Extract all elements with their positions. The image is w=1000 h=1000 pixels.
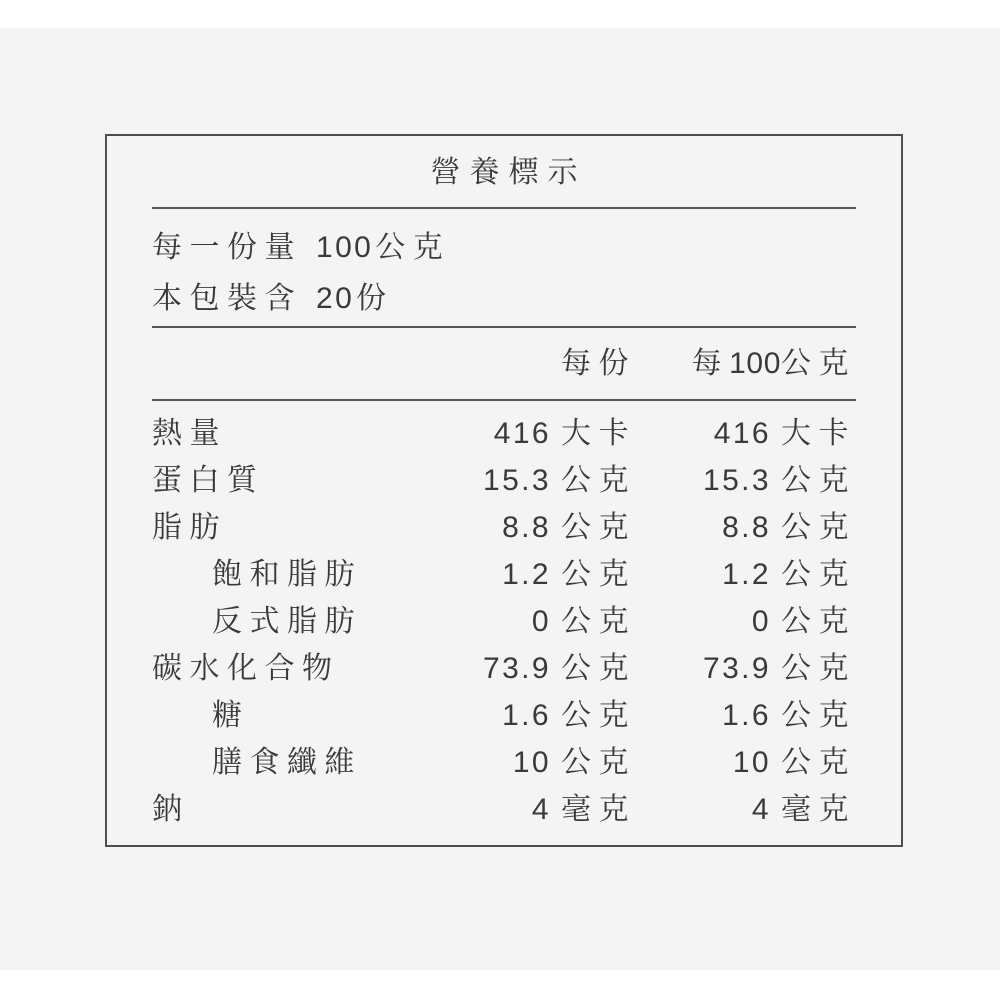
- per-serving-value: [436, 645, 636, 692]
- value-number: 15.3: [483, 464, 551, 497]
- per-100g-value: [636, 551, 856, 598]
- per-serving-value: [436, 504, 636, 551]
- value-number: 1.2: [722, 558, 771, 591]
- nutrient-name: 糖: [212, 699, 250, 732]
- value-unit: 大卡: [781, 417, 856, 450]
- nutrition-label-box: [105, 134, 903, 847]
- servings-per-package-label: 本包裝含: [152, 282, 302, 315]
- row-sugar: [152, 692, 856, 739]
- servings-per-package-amount: 20: [316, 282, 355, 315]
- value-unit: 公克: [781, 464, 856, 497]
- value-number: 1.6: [502, 699, 551, 732]
- nutrient-name: 脂肪: [152, 511, 227, 544]
- per-100g-value: [636, 645, 856, 692]
- per-serving-value: [436, 598, 636, 645]
- divider-top: [152, 207, 856, 209]
- column-header-row: [152, 341, 856, 387]
- divider-header: [152, 399, 856, 401]
- per-100g-value: [636, 410, 856, 457]
- column-header-spacer: [152, 341, 436, 387]
- row-sodium: [152, 786, 856, 833]
- value-unit: 毫克: [561, 793, 636, 826]
- value-unit: 公克: [561, 699, 636, 732]
- value-unit: 公克: [561, 746, 636, 779]
- serving-size-label: 每一份量: [152, 231, 302, 264]
- value-unit: 公克: [561, 605, 636, 638]
- servings-per-package-unit: 份: [356, 282, 394, 315]
- nutrient-name: 飽和脂肪: [212, 558, 362, 591]
- value-number: 10: [732, 746, 771, 779]
- divider-middle: [152, 326, 856, 328]
- value-unit: 公克: [781, 746, 856, 779]
- row-carbohydrate: [152, 645, 856, 692]
- value-unit: 公克: [781, 699, 856, 732]
- nutrient-name: 膳食纖維: [212, 746, 362, 779]
- value-number: 10: [512, 746, 551, 779]
- nutrient-name: 反式脂肪: [212, 605, 362, 638]
- value-number: 0: [751, 605, 771, 638]
- nutrient-name: 熱量: [152, 417, 227, 450]
- value-number: 73.9: [483, 652, 551, 685]
- value-number: 1.6: [722, 699, 771, 732]
- row-trans-fat: [152, 598, 856, 645]
- per-100g-value: [636, 598, 856, 645]
- value-number: 416: [493, 417, 551, 450]
- nutrient-name: 碳水化合物: [152, 652, 340, 685]
- value-number: 4: [531, 793, 551, 826]
- per-serving-value: [436, 692, 636, 739]
- value-unit: 毫克: [781, 793, 856, 826]
- value-unit: 公克: [781, 605, 856, 638]
- value-unit: 大卡: [561, 417, 636, 450]
- servings-per-package-line: [152, 276, 856, 322]
- per-serving-value: [436, 786, 636, 833]
- value-unit: 公克: [561, 558, 636, 591]
- value-unit: 公克: [781, 558, 856, 591]
- row-saturated-fat: [152, 551, 856, 598]
- per-100g-value: [636, 504, 856, 551]
- per-serving-value: [436, 551, 636, 598]
- value-number: 1.2: [502, 558, 551, 591]
- row-dietary-fiber: [152, 739, 856, 786]
- per-serving-value: [436, 457, 636, 504]
- per-100g-amount: 100: [729, 347, 781, 380]
- per-serving-value: [436, 739, 636, 786]
- serving-size-line: [152, 225, 856, 271]
- per-serving-value: [436, 410, 636, 457]
- value-unit: 公克: [561, 652, 636, 685]
- per-100g-value: [636, 692, 856, 739]
- value-number: 8.8: [722, 511, 771, 544]
- per-100g-unit: 公克: [781, 347, 856, 380]
- value-unit: 公克: [781, 652, 856, 685]
- value-number: 0: [531, 605, 551, 638]
- row-fat: [152, 504, 856, 551]
- nutrient-name: 蛋白質: [152, 464, 265, 497]
- value-unit: 公克: [561, 511, 636, 544]
- serving-size-unit: 公克: [375, 231, 451, 264]
- column-header-per-100g: [636, 341, 856, 387]
- value-number: 416: [713, 417, 771, 450]
- row-calories: [152, 410, 856, 457]
- nutrient-rows: [152, 410, 856, 833]
- per-100g-prefix: 每: [691, 347, 730, 380]
- value-number: 8.8: [502, 511, 551, 544]
- nutrition-label-title: 營養標示: [430, 156, 587, 189]
- per-100g-value: [636, 786, 856, 833]
- column-header-per-serving: 每份: [561, 347, 636, 380]
- per-100g-value: [636, 739, 856, 786]
- value-unit: 公克: [781, 511, 856, 544]
- value-number: 73.9: [703, 652, 771, 685]
- value-number: 4: [751, 793, 771, 826]
- serving-size-amount: 100: [316, 231, 374, 264]
- row-protein: [152, 457, 856, 504]
- nutrient-name: 鈉: [152, 793, 190, 826]
- value-unit: 公克: [561, 464, 636, 497]
- per-100g-value: [636, 457, 856, 504]
- value-number: 15.3: [703, 464, 771, 497]
